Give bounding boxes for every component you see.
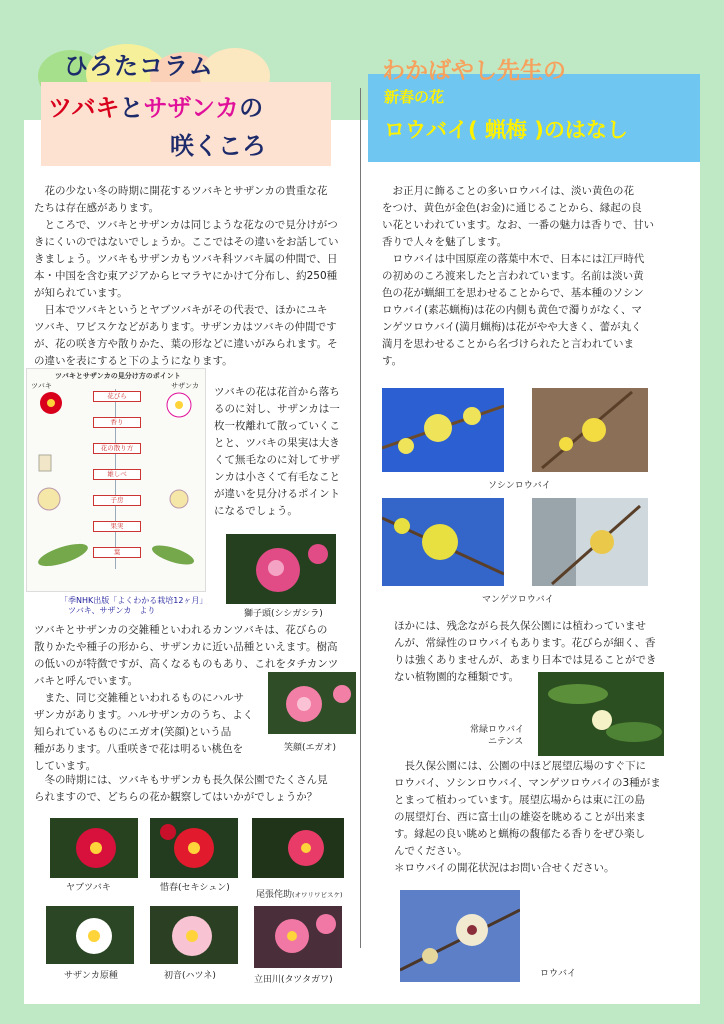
chart-row-label: 雄しべ (93, 469, 141, 480)
egao-photo (268, 672, 356, 734)
chart-col-tsubaki: ツバキ (31, 382, 52, 390)
shishigashira-label: 獅子頭(シシガシラ) (244, 609, 323, 619)
title-and: と (119, 94, 144, 122)
sazanka-genshu-photo (46, 906, 134, 964)
left-paragraph-1: 花の少ない冬の時期に開花するツバキとサザンカの貴重な花 たちは存在感があります。 ところで、ツバキとサザンカは同じような花なので見分けがつ きにくいのではないでしょうか。ここではその違いをお話してい きましょう。ツバキもサザンカもツバキ科ツバキ属の仲間で、日 本・中国を含む東アジアからヒマラヤにかけて分布し、約250種 が知られています。 日本でツバキというとヤブツバキがその代表で、ほかにユキ ツバキ、ワビスケなどがあります。サザンカはツバキの仲間です が、花の咲き方や散りかた、葉の形などに違いがみられます。そ の違いを表にすると下のようになります。 (34, 185, 339, 367)
gallery-label-yabutsubaki: ヤブツバキ (66, 883, 111, 893)
right-paragraph-2: ほかには、残念ながら長久保公園には植わっていませ んが、常緑性のロウバイもあります。花びらが細く、香 りは強くありませんが、あまり日本では見ることができ ない植物園的な種類です。 (394, 620, 657, 683)
left-title-line2: 咲くころ (170, 132, 266, 160)
title-sazanka: サザンカ (143, 94, 240, 122)
left-side-text: ツバキの花は花首から落ち るのに対し、サザンカは一 枚一枚離れて散っていくこ とと、ツバキの果実は大き くて無毛なのに対してサザ ンカは小さくて有毛なこと が違いを見分けるポイント になるでしょう。 (214, 386, 340, 517)
right-title-line1: わかばやし先生の (382, 58, 566, 84)
right-title-line3: ロウバイ( 蝋梅 )のはなし (384, 118, 628, 142)
identification-chart (26, 368, 206, 592)
soshin-photo-2 (532, 388, 648, 472)
right-paragraph-1: お正月に飾ることの多いロウバイは、淡い黄色の花 をつけ、黄色が金色(お金)に通じることから、縁起の良 い花といわれています。なお、一番の魅力は香りで、甘い 香りで人々を魅了します。 ロウバイは中国原産の落葉中木で、日本には江戸時代 の初めのころ渡来したと言われています。名前は淡い黄 色の花が蝋細工を思わせることからで、基本種のソシン ロウバイ(素芯蝋梅)は花の内側も黄色で濁りがなく、マ ンゲツロウバイ(満月蝋梅)は花がやや大きく、蕾が丸く 満月を思わせることから名づけられたと言われていま す。 (382, 185, 654, 367)
soshin-photo-1 (382, 388, 504, 472)
left-title-line1 (48, 88, 263, 123)
shishigashira-photo (226, 534, 336, 604)
gallery-label-sekishun: 惜春(セキシュン) (160, 883, 230, 893)
left-paragraph-3: また、同じ交雑種といわれるものにハルサ ザンカがあります。ハルサザンカのうち、よく 知られているものにエガオ(笑顔)という品 種があります。八重咲きで花は明るい桃色を しています。 (34, 692, 254, 772)
owariwabisuke-reading: (オワリワビスケ) (292, 891, 343, 899)
hatsune-photo (150, 906, 238, 964)
owariwabisuke-photo (252, 818, 344, 878)
gallery-label-hatsune: 初音(ハツネ) (164, 971, 216, 981)
chart-row-label: 子房 (93, 495, 141, 506)
chart-row-label: 花びら (93, 391, 141, 402)
column-label: ひろたコラム (64, 52, 214, 80)
column-divider (360, 88, 361, 948)
chart-source: 「季NHK出版「よくわかる栽培12ヶ月」 ツバキ、サザンカ より (60, 596, 208, 615)
chart-row-label: 花の散り方 (93, 443, 141, 454)
chart-row-label: 香り (93, 417, 141, 428)
egao-label: 笑顔(エガオ) (284, 743, 337, 753)
chart-illustrations (27, 369, 205, 591)
title-tsubaki: ツバキ (48, 94, 120, 122)
owariwabisuke-name: 尾張侘助 (256, 890, 293, 900)
title-of: の (239, 94, 264, 122)
left-paragraph-4: 冬の時期には、ツバキもサザンカも長久保公園でたくさん見 られますので、どちらの花か観察してはいかがでしょうか？ (34, 774, 328, 803)
gallery-label-sazanka-genshu: サザンカ原種 (64, 971, 118, 981)
gallery-label-owariwabisuke (256, 882, 343, 901)
chart-row-label: 葉 (93, 547, 141, 558)
chart-row-label: 果実 (93, 521, 141, 532)
chart-col-sazanka: サザンカ (171, 382, 199, 390)
chart-title: ツバキとサザンカの見分け方のポイント (55, 372, 181, 380)
soshin-label: ソシンロウバイ (488, 481, 551, 491)
yabutsubaki-photo (50, 818, 138, 878)
gallery-label-tatsutagawa: 立田川(タツタガワ) (254, 975, 333, 985)
evergreen-photo (538, 672, 664, 756)
roubai-photo (400, 890, 520, 982)
sekishun-photo (150, 818, 238, 878)
mangetsu-photo-1 (382, 498, 504, 586)
mangetsu-label: マンゲツロウバイ (482, 595, 554, 605)
roubai-label: ロウバイ (540, 969, 577, 979)
left-paragraph-2: ツバキとサザンカの交雑種といわれるカンツバキは、花びらの 散りかたや種子の形から、サザンカに近い品種といえます。樹高 の低いのが特徴ですが、高くなるものもあり、これをタチカンツ バキと呼んでいます。 (34, 624, 339, 687)
mangetsu-photo-2 (532, 498, 648, 586)
evergreen-label: 常緑ロウバイ ニテンス (470, 725, 525, 747)
right-paragraph-3: 長久保公園には、公園の中ほど展望広場のすぐ下に ロウバイ、ソシンロウバイ、マンゲツロウバイの3種がま とまって植わっています。展望広場からは東に江の島 の展望灯台、西に富士山の雄姿を眺めることが出来ま す。縁起の良い眺めと蝋梅の馥郁たる香りをぜひ楽し んでください。 ＊ロウバイの開花状況はお問い合せください。 (394, 760, 661, 874)
tatsutagawa-photo (254, 906, 342, 968)
right-title-line2: 新春の花 (384, 88, 445, 106)
